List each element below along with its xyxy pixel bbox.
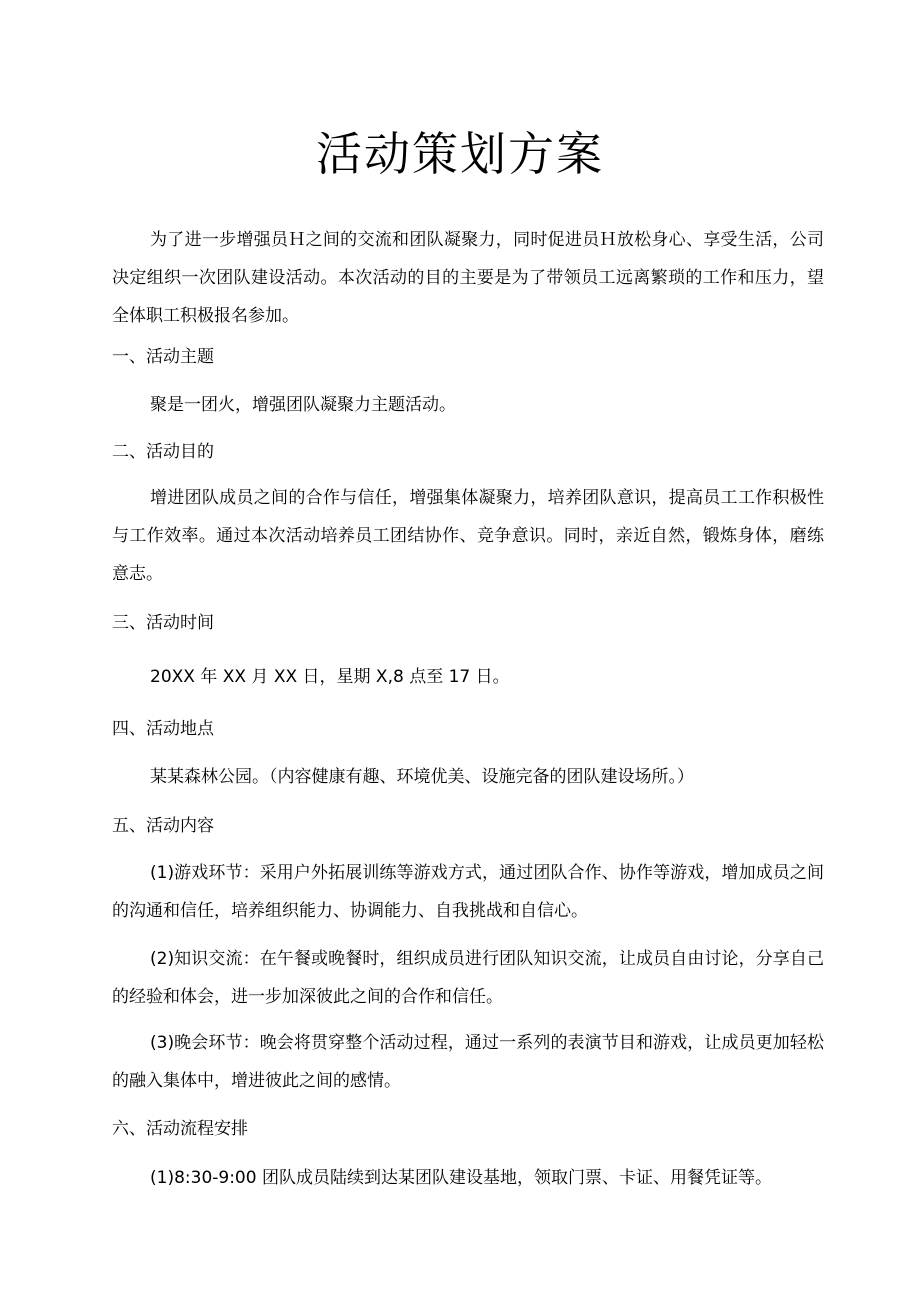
- document-title: 活动策划方案: [316, 127, 604, 181]
- section-body-location: 某某森林公园。（内容健康有趣、环境优美、设施完备的团队建设场所。）: [150, 767, 694, 787]
- section-body-purpose: 增进团队成员之间的合作与信任，增强集体凝聚力，培养团队意识，提高员工工作积极性与工作效率。通过本次活动培养员工团结协作、竞争意识。同时，亲近自然，锻炼身体，磨练意志。: [112, 488, 824, 584]
- section-heading-schedule: 六、活动流程安排: [112, 1119, 248, 1139]
- section-heading-location: 四、活动地点: [112, 719, 214, 739]
- section-heading-purpose: 二、活动目的: [112, 442, 214, 462]
- section-heading-content: 五、活动内容: [112, 816, 214, 836]
- section-heading-theme: 一、活动主题: [112, 347, 214, 367]
- section-body-theme: 聚是一团火，增强团队凝聚力主题活动。: [150, 395, 456, 415]
- content-item-party: (3)晚会环节：晚会将贯穿整个活动过程，通过一系列的表演节目和游戏，让成员更加轻松的融入集体中，增进彼此之间的感情。: [112, 1033, 824, 1091]
- content-item-games: (1)游戏环节：采用户外拓展训练等游戏方式，通过团队合作、协作等游戏，增加成员之间的沟通和信任，培养组织能力、协调能力、自我挑战和自信心。: [112, 863, 824, 921]
- intro-paragraph: 为了进一步增强员Ｈ之间的交流和团队凝聚力，同时促进员Ｈ放松身心、享受生活，公司决定组织一次团队建设活动。本次活动的目的主要是为了带领员工远离繁琐的工作和压力，望全体职工积极报名参加。: [112, 230, 824, 326]
- content-item-knowledge: (2)知识交流：在午餐或晚餐时，组织成员进行团队知识交流，让成员自由讨论，分享自己的经验和体会，进一步加深彼此之间的合作和信任。: [112, 949, 824, 1007]
- section-body-time: 20XX 年 XX 月 XX 日，星期 X,8 点至 17 日。: [150, 667, 510, 687]
- section-heading-time: 三、活动时间: [112, 613, 214, 633]
- schedule-item-arrival: (1)8:30-9:00 团队成员陆续到达某团队建设基地，领取门票、卡证、用餐凭证等。: [150, 1168, 772, 1188]
